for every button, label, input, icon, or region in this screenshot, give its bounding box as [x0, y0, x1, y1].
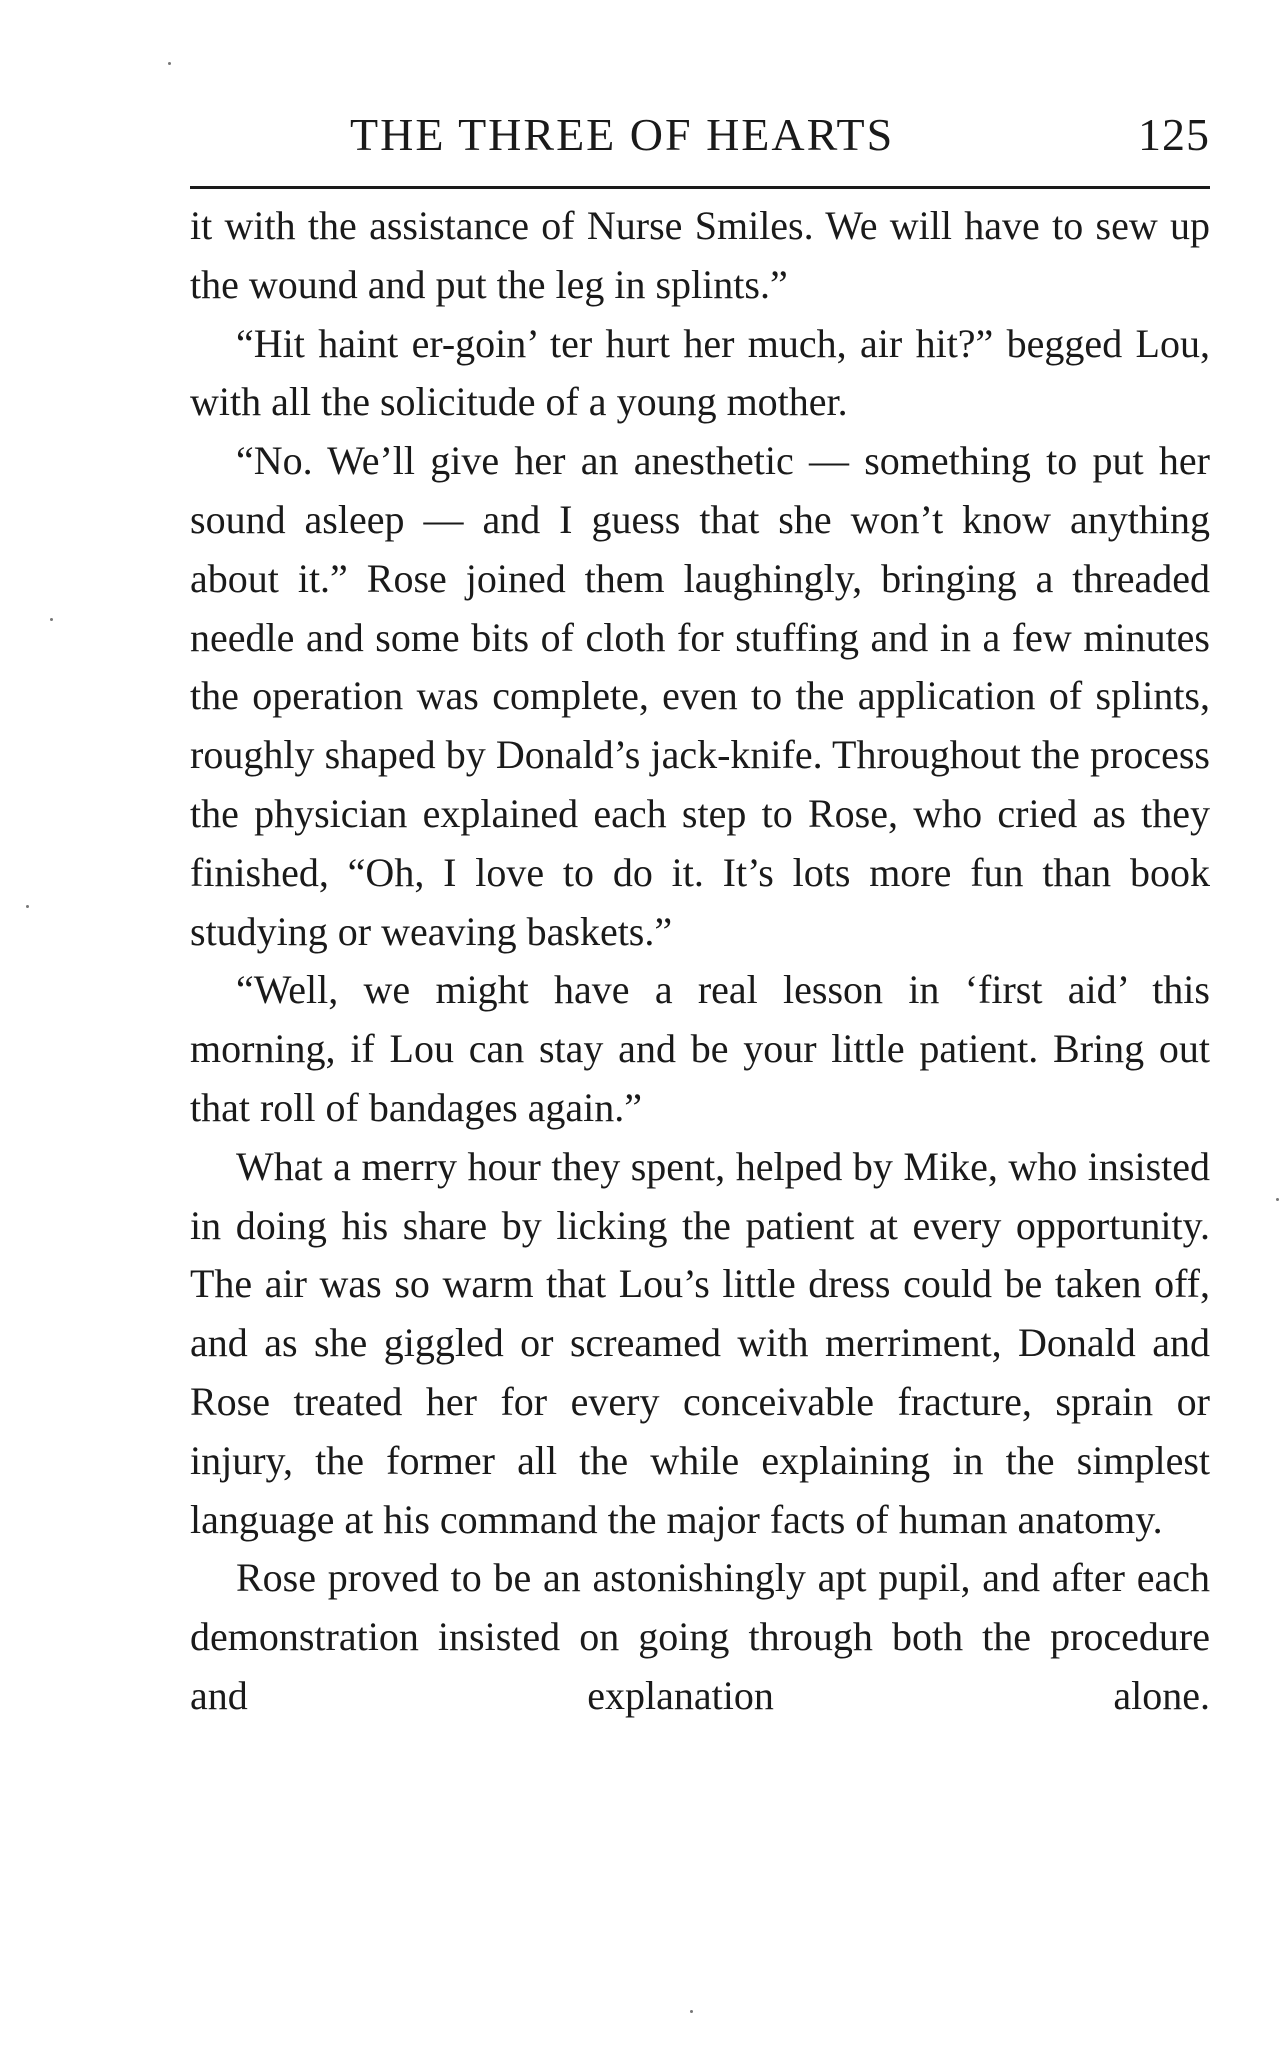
paper-speck: [168, 62, 171, 65]
page-number: 125: [1138, 109, 1210, 160]
paper-speck: [690, 2010, 693, 2013]
paper-speck: [26, 905, 29, 908]
paragraph: “Hit haint er-goin’ ter hurt her much, air hit?” begged Lou, with all the solicitude of a young mother.: [190, 320, 1210, 425]
paragraph: Rose proved to be an astonishingly apt pupil, and after each demonstration insisted on going through both the procedure and explanation alone.: [190, 1555, 1210, 1718]
paper-speck: [50, 618, 53, 621]
paragraph: “Well, we might have a real lesson in ‘first aid’ this morning, if Lou can stay and be your little patient. Bring out that roll of bandages again.”: [190, 967, 1210, 1130]
paragraph: What a merry hour they spent, helped by Mike, who insisted in doing his share by licking the patient at every opportunity. The air was so warm that Lou’s little dress could be taken off, and as she giggled or screamed with merriment, Donald and Rose treated her for every conceivable fracture, sprain or injury, the former all the while explaining in the simplest language at his command the major facts of human anatomy.: [190, 1143, 1210, 1542]
paragraph: it with the assistance of Nurse Smiles. We will have to sew up the wound and put the leg in splints.”: [190, 203, 1210, 307]
header-rule: [190, 186, 1210, 189]
paragraph: “No. We’ll give her an anesthetic — something to put her sound asleep — and I guess that she won’t know anything about it.” Rose joined them laughingly, bringing a threaded needle and some bits of cloth for stuffing and in a few minutes the operation was complete, even to the application of splints, roughly shaped by Donald’s jack-knife. Throughout the process the physician explained each step to Rose, who cried as they finished, “Oh, I love to do it. It’s lots more fun than book studying or weaving baskets.”: [190, 438, 1210, 954]
paper-speck: [1276, 1198, 1279, 1201]
body-text: [190, 197, 1210, 1726]
running-head: [190, 108, 1210, 170]
book-page: [190, 108, 1210, 1726]
running-title: THE THREE OF HEARTS: [350, 109, 895, 160]
